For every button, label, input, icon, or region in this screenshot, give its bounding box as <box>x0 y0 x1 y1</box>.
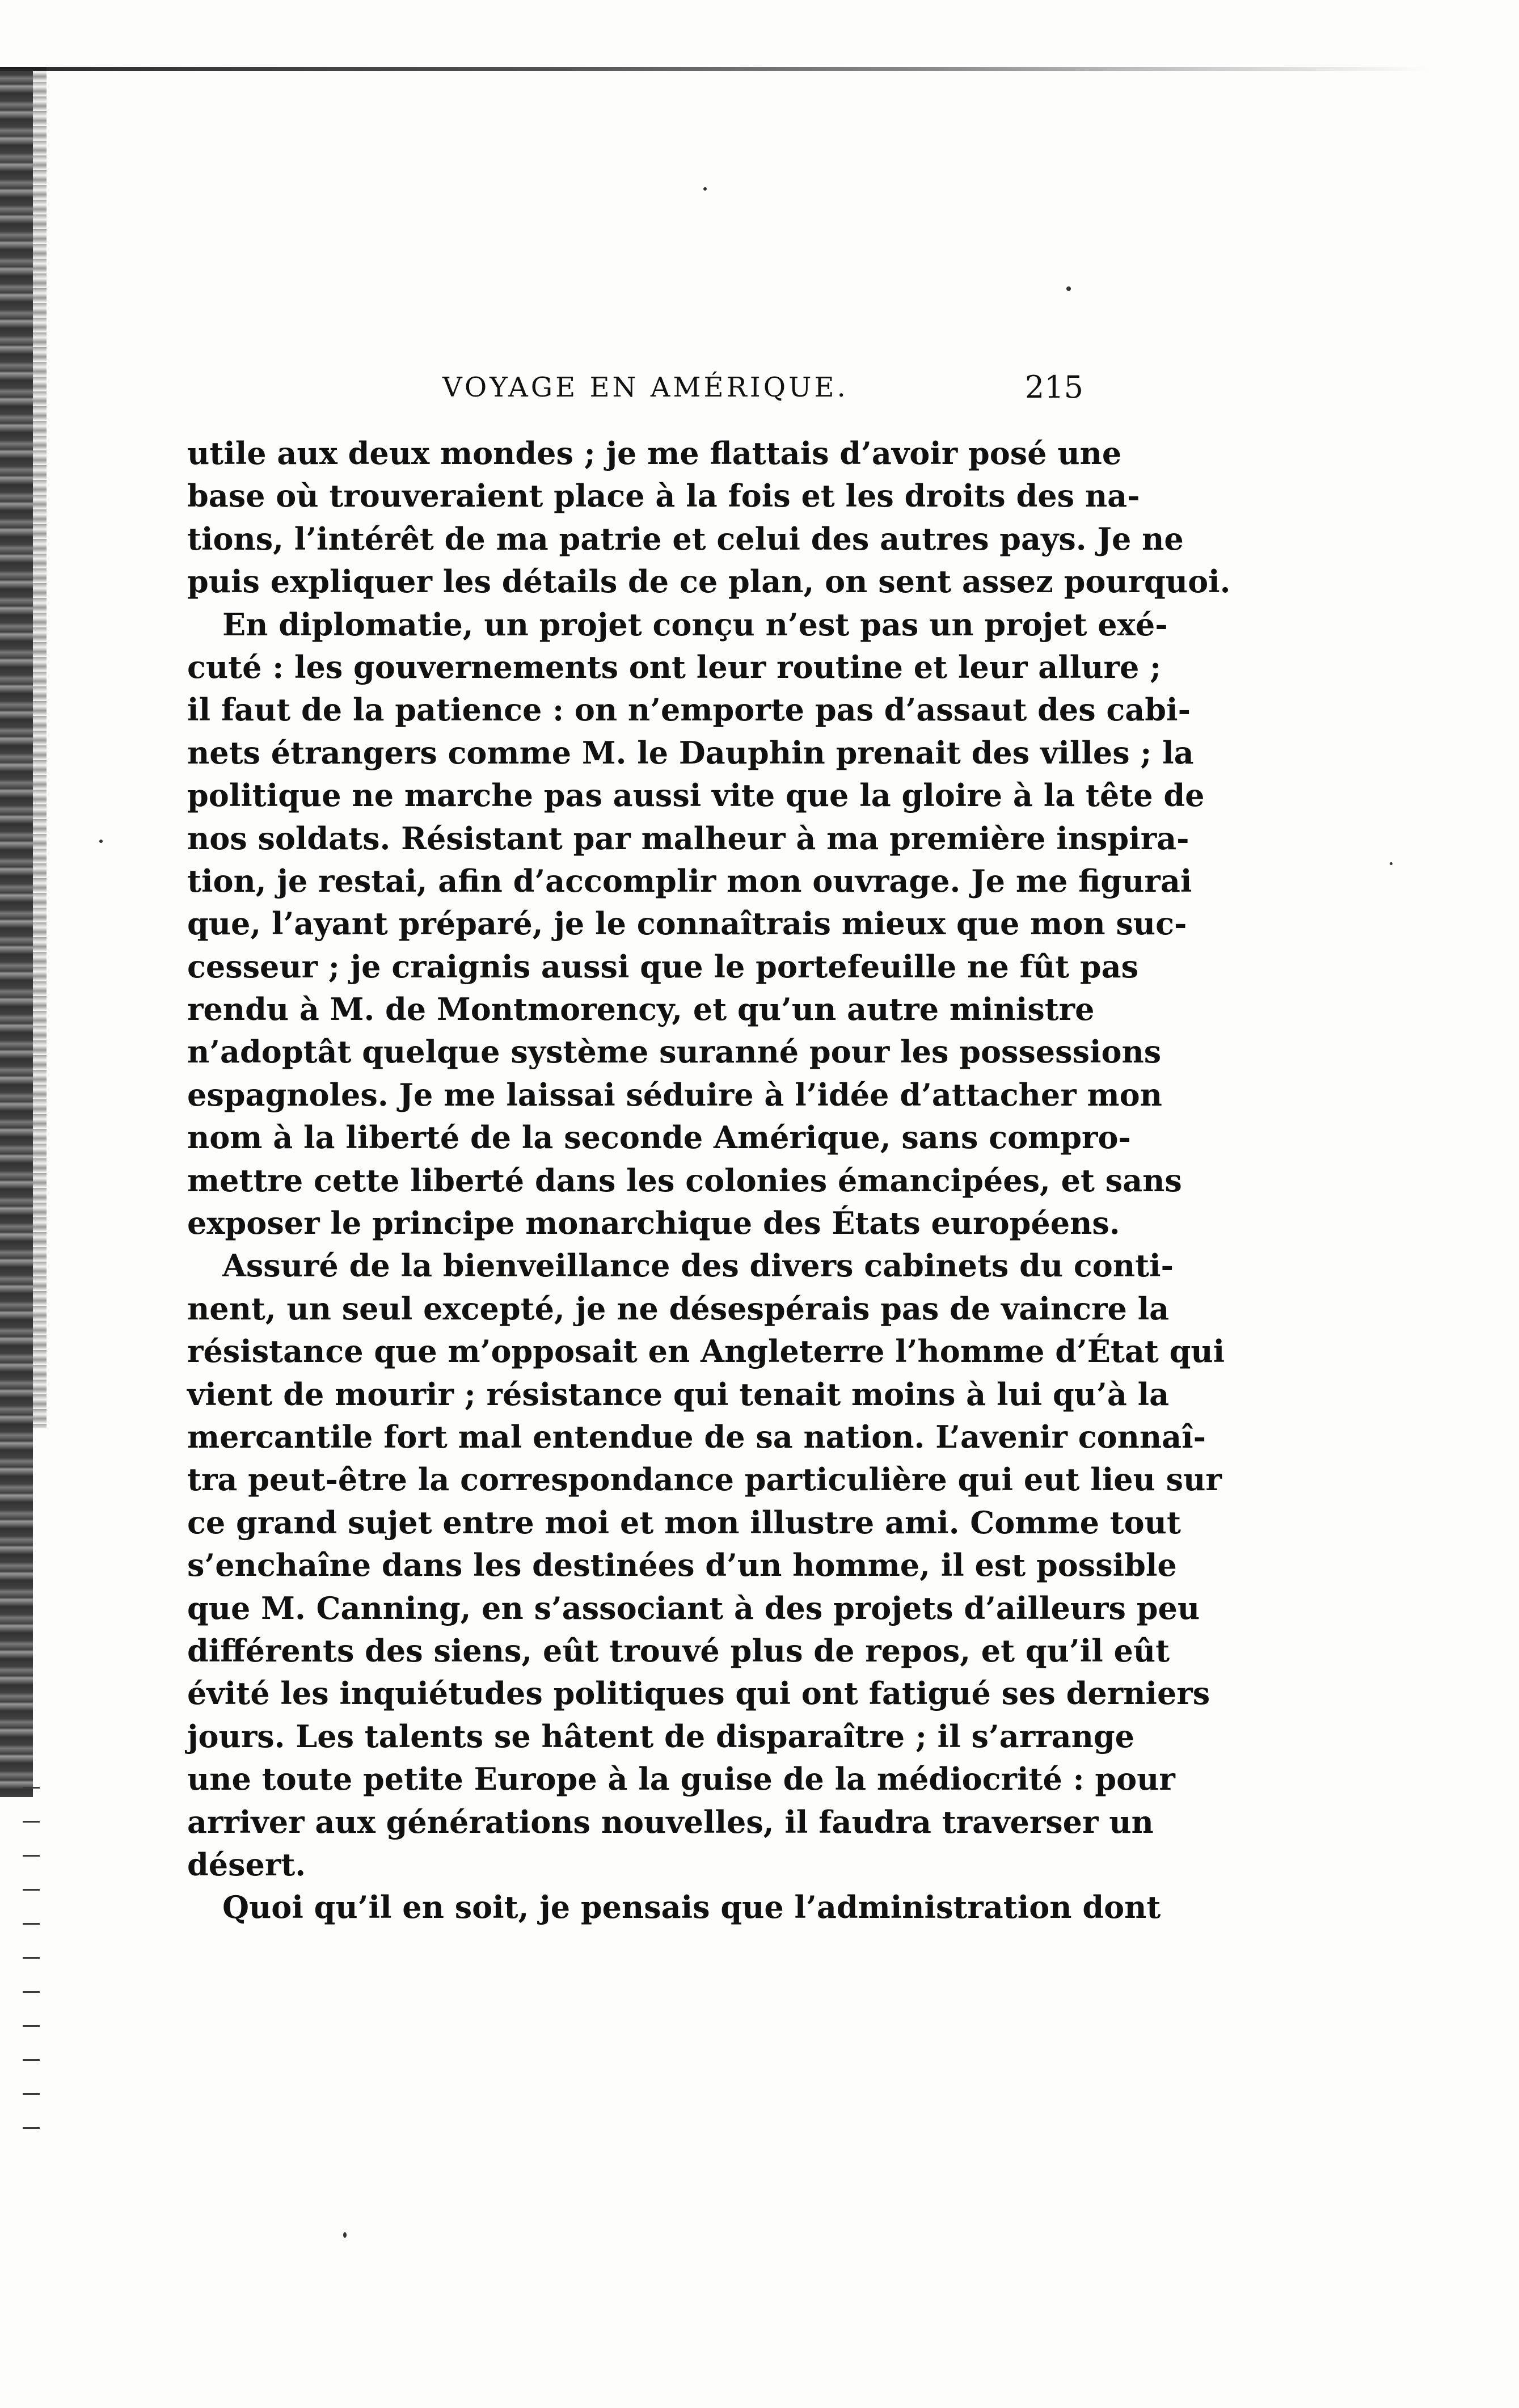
text-line: n’adoptât quelque système suranné pour les possessions <box>187 1034 1162 1070</box>
text-line: ce grand sujet entre moi et mon illustre ami. Comme tout <box>187 1504 1181 1541</box>
text-line: rendu à M. de Montmorency, et qu’un autre ministre <box>187 991 1095 1028</box>
text-line: que, l’ayant préparé, je le connaîtrais mieux que mon suc- <box>187 905 1187 942</box>
text-line: Quoi qu’il en soit, je pensais que l’administration dont <box>222 1889 1161 1926</box>
text-line: tra peut-être la correspondance particulière qui eut lieu sur <box>187 1461 1222 1498</box>
text-line: arriver aux générations nouvelles, il faudra traverser un <box>187 1803 1154 1840</box>
text-line: nom à la liberté de la seconde Amérique, sans compro- <box>187 1119 1131 1156</box>
text-line: désert. <box>187 1846 306 1883</box>
text-line: exposer le principe monarchique des États européens. <box>187 1205 1120 1242</box>
scan-gutter-shadow <box>33 67 47 1428</box>
text-line: base où trouveraient place à la fois et les droits des na- <box>187 478 1140 515</box>
scan-speck <box>343 2232 347 2238</box>
scan-gutter-ticks <box>23 1787 40 2156</box>
text-line: nets étrangers comme M. le Dauphin prenait des villes ; la <box>187 734 1194 771</box>
running-title: VOYAGE EN AMÉRIQUE. <box>442 372 849 403</box>
page-number: 215 <box>1024 369 1083 405</box>
scan-speck <box>703 187 707 191</box>
text-line: utile aux deux mondes ; je me flattais d’avoir posé une <box>187 435 1122 471</box>
text-line: tions, l’intérêt de ma patrie et celui des autres pays. Je ne <box>187 520 1184 557</box>
text-line: vient de mourir ; résistance qui tenait moins à lui qu’à la <box>187 1376 1170 1412</box>
text-line: il faut de la patience : on n’emporte pas d’assaut des cabi- <box>187 691 1191 728</box>
text-line: mettre cette liberté dans les colonies émancipées, et sans <box>187 1162 1182 1199</box>
text-line: cesseur ; je craignis aussi que le portefeuille ne fût pas <box>187 948 1138 985</box>
text-line: nent, un seul excepté, je ne désespérais pas de vaincre la <box>187 1290 1170 1327</box>
text-line: politique ne marche pas aussi vite que la gloire à la tête de <box>187 777 1205 814</box>
scan-speck <box>1066 286 1071 291</box>
text-line: cuté : les gouvernements ont leur routine et leur allure ; <box>187 648 1162 685</box>
text-line: nos soldats. Résistant par malheur à ma première inspira- <box>187 820 1189 857</box>
text-line: puis expliquer les détails de ce plan, on sent assez pourquoi. <box>187 563 1231 600</box>
text-line: que M. Canning, en s’associant à des projets d’ailleurs peu <box>187 1589 1200 1626</box>
text-line: différents des siens, eût trouvé plus de repos, et qu’il eût <box>187 1632 1170 1669</box>
text-line: mercantile fort mal entendue de sa nation. L’avenir connaî- <box>187 1418 1206 1455</box>
text-line: s’enchaîne dans les destinées d’un homme, il est possible <box>187 1547 1177 1584</box>
scan-speck <box>99 840 103 843</box>
scan-speck <box>1390 862 1393 865</box>
scan-top-rule <box>0 67 1429 71</box>
running-head <box>187 369 1100 411</box>
text-line: évité les inquiétudes politiques qui ont fatigué ses derniers <box>187 1675 1210 1712</box>
scan-gutter-edge <box>0 67 33 1797</box>
text-line: une toute petite Europe à la guise de la médiocrité : pour <box>187 1761 1175 1798</box>
text-line: Assuré de la bienveillance des divers cabinets du conti- <box>222 1247 1174 1284</box>
text-line: jours. Les talents se hâtent de disparaître ; il s’arrange <box>187 1718 1134 1755</box>
body-text <box>187 432 1231 1929</box>
text-line: résistance que m’opposait en Angleterre l’homme d’État qui <box>187 1333 1225 1370</box>
text-line: tion, je restai, afin d’accomplir mon ouvrage. Je me figurai <box>187 862 1192 899</box>
text-line: espagnoles. Je me laissai séduire à l’idée d’attacher mon <box>187 1076 1162 1113</box>
text-line: En diplomatie, un projet conçu n’est pas un projet exé- <box>222 606 1168 643</box>
